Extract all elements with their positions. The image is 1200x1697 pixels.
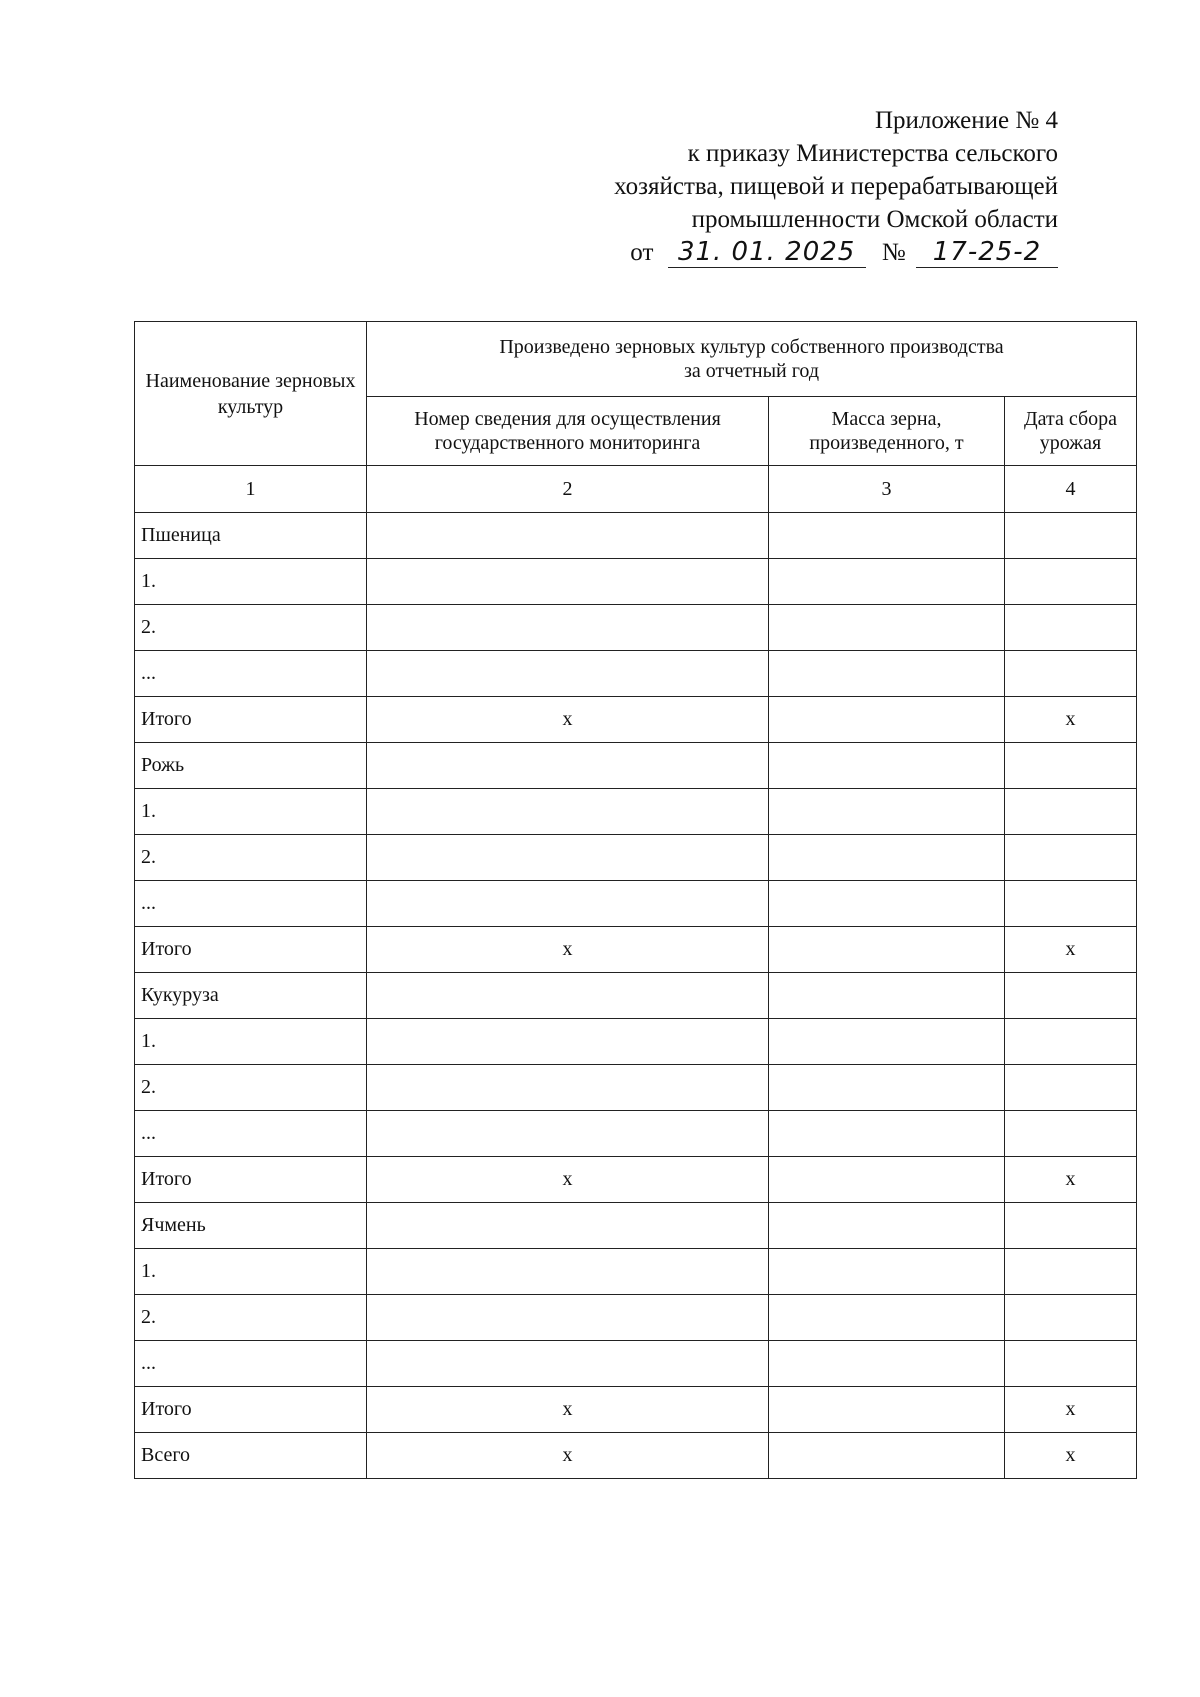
harvest-date-cell	[1005, 835, 1137, 881]
grain-mass-cell	[769, 1387, 1005, 1433]
number-label: №	[881, 239, 906, 266]
harvest-date-cell: x	[1005, 1157, 1137, 1203]
grain-mass-cell	[769, 1203, 1005, 1249]
monitoring-number-cell: x	[367, 697, 769, 743]
column-header-grain-mass	[769, 397, 1005, 466]
harvest-date-cell	[1005, 1249, 1137, 1295]
group-header-line-1: Произведено зерновых культур собственного производства	[499, 336, 1004, 358]
monitoring-number-cell	[367, 1065, 769, 1111]
grain-mass-cell	[769, 697, 1005, 743]
grain-mass-cell	[769, 835, 1005, 881]
grain-mass-cell	[769, 743, 1005, 789]
monitoring-number-cell	[367, 1341, 769, 1387]
harvest-date-cell	[1005, 881, 1137, 927]
crop-name-cell: Ячмень	[135, 1203, 367, 1249]
crop-name-cell: 1.	[135, 1019, 367, 1065]
monitoring-number-cell	[367, 651, 769, 697]
monitoring-number-cell: x	[367, 927, 769, 973]
column-number: 1	[135, 466, 367, 513]
order-date-number-line	[498, 236, 1058, 269]
table-row	[135, 1249, 1137, 1295]
harvest-date-cell	[1005, 513, 1137, 559]
crop-name-cell: ...	[135, 881, 367, 927]
ministry-name-line: хозяйства, пищевой и перерабатывающей	[614, 173, 1058, 200]
crop-name-cell: Итого	[135, 697, 367, 743]
monitoring-number-cell	[367, 835, 769, 881]
table-row	[135, 697, 1137, 743]
grain-mass-cell	[769, 1065, 1005, 1111]
table-row	[135, 1111, 1137, 1157]
crop-name-cell: 2.	[135, 1065, 367, 1111]
monitoring-number-cell	[367, 513, 769, 559]
monitoring-number-cell	[367, 1295, 769, 1341]
table-row	[135, 1295, 1137, 1341]
monitoring-number-cell	[367, 973, 769, 1019]
ministry-region-line: промышленности Омской области	[691, 206, 1058, 233]
harvest-date-cell: x	[1005, 697, 1137, 743]
monitoring-number-cell	[367, 605, 769, 651]
harvest-date-cell	[1005, 605, 1137, 651]
col4-header-line-1: Дата сбора	[1023, 408, 1118, 430]
crop-name-cell: ...	[135, 651, 367, 697]
harvest-date-cell: x	[1005, 1387, 1137, 1433]
crop-name-cell: Рожь	[135, 743, 367, 789]
crop-name-cell: 2.	[135, 1295, 367, 1341]
grain-mass-cell	[769, 927, 1005, 973]
grain-mass-cell	[769, 559, 1005, 605]
column-number: 4	[1005, 466, 1137, 513]
grain-mass-cell	[769, 1249, 1005, 1295]
appendix-header	[498, 104, 1058, 269]
crop-name-cell: Пшеница	[135, 513, 367, 559]
table-row	[135, 973, 1137, 1019]
grain-production-table	[134, 321, 1137, 1479]
table-row	[135, 835, 1137, 881]
harvest-date-cell	[1005, 559, 1137, 605]
harvest-date-cell	[1005, 1019, 1137, 1065]
grain-mass-cell	[769, 605, 1005, 651]
grain-mass-cell	[769, 881, 1005, 927]
grain-mass-cell	[769, 513, 1005, 559]
table-row	[135, 1065, 1137, 1111]
table-row	[135, 559, 1137, 605]
table-row	[135, 1019, 1137, 1065]
column-numbers-row	[135, 466, 1137, 513]
harvest-date-cell	[1005, 973, 1137, 1019]
crop-name-cell: 1.	[135, 1249, 367, 1295]
crop-name-cell: Итого	[135, 1157, 367, 1203]
table-row	[135, 605, 1137, 651]
grain-mass-cell	[769, 1433, 1005, 1479]
column-header-harvest-date	[1005, 397, 1137, 466]
table-row	[135, 1387, 1137, 1433]
table-body	[135, 513, 1137, 1479]
harvest-date-cell	[1005, 1203, 1137, 1249]
table-row	[135, 1157, 1137, 1203]
table-row	[135, 789, 1137, 835]
monitoring-number-cell	[367, 881, 769, 927]
monitoring-number-cell	[367, 1019, 769, 1065]
harvest-date-cell	[1005, 789, 1137, 835]
harvest-date-cell	[1005, 743, 1137, 789]
from-label: от	[630, 239, 654, 266]
grain-mass-cell	[769, 973, 1005, 1019]
appendix-title: Приложение № 4	[874, 107, 1058, 134]
crop-name-cell: 1.	[135, 789, 367, 835]
monitoring-number-cell: x	[367, 1157, 769, 1203]
crop-name-cell: 2.	[135, 605, 367, 651]
column-group-header-produced	[367, 322, 1137, 397]
crop-name-cell: ...	[135, 1111, 367, 1157]
col2-header-line-1: Номер сведения для осуществления	[414, 408, 721, 430]
table-header-row-1	[135, 322, 1137, 397]
crop-name-cell: ...	[135, 1341, 367, 1387]
order-reference-line: к приказу Министерства сельского	[687, 140, 1058, 167]
table-row	[135, 651, 1137, 697]
monitoring-number-cell	[367, 1203, 769, 1249]
group-header-line-2: за отчетный год	[683, 360, 820, 382]
grain-mass-cell	[769, 1295, 1005, 1341]
harvest-date-cell	[1005, 651, 1137, 697]
monitoring-number-cell	[367, 559, 769, 605]
table-row	[135, 513, 1137, 559]
monitoring-number-cell: x	[367, 1387, 769, 1433]
harvest-date-cell	[1005, 1111, 1137, 1157]
column-header-crop-name: Наименование зерновых культур	[135, 322, 367, 466]
crop-name-cell: Итого	[135, 1387, 367, 1433]
table-row	[135, 1433, 1137, 1479]
table-row	[135, 1203, 1137, 1249]
table-row	[135, 927, 1137, 973]
monitoring-number-cell	[367, 1249, 769, 1295]
harvest-date-cell	[1005, 1295, 1137, 1341]
grain-mass-cell	[769, 789, 1005, 835]
harvest-date-cell	[1005, 1065, 1137, 1111]
grain-mass-cell	[769, 1341, 1005, 1387]
crop-name-cell: 2.	[135, 835, 367, 881]
col4-header-line-2: урожая	[1039, 432, 1102, 454]
monitoring-number-cell: x	[367, 1433, 769, 1479]
crop-name-cell: Всего	[135, 1433, 367, 1479]
monitoring-number-cell	[367, 743, 769, 789]
grain-mass-cell	[769, 1019, 1005, 1065]
monitoring-number-cell	[367, 789, 769, 835]
col3-header-line-2: произведенного, т	[809, 432, 964, 454]
harvest-date-cell	[1005, 1341, 1137, 1387]
crop-name-cell: Итого	[135, 927, 367, 973]
table-row	[135, 881, 1137, 927]
col3-header-line-1: Масса зерна,	[831, 408, 942, 430]
column-header-monitoring-number	[367, 397, 769, 466]
column-number: 3	[769, 466, 1005, 513]
monitoring-number-cell	[367, 1111, 769, 1157]
crop-name-cell: Кукуруза	[135, 973, 367, 1019]
col2-header-line-2: государственного мониторинга	[434, 432, 701, 454]
harvest-date-cell: x	[1005, 927, 1137, 973]
harvest-date-cell: x	[1005, 1433, 1137, 1479]
table-row	[135, 1341, 1137, 1387]
grain-mass-cell	[769, 1111, 1005, 1157]
column-number: 2	[367, 466, 769, 513]
crop-name-cell: 1.	[135, 559, 367, 605]
table-row	[135, 743, 1137, 789]
order-date-handwritten: 31. 01. 2025	[668, 237, 866, 268]
grain-mass-cell	[769, 651, 1005, 697]
order-number-handwritten: 17-25-2	[916, 237, 1058, 268]
grain-mass-cell	[769, 1157, 1005, 1203]
